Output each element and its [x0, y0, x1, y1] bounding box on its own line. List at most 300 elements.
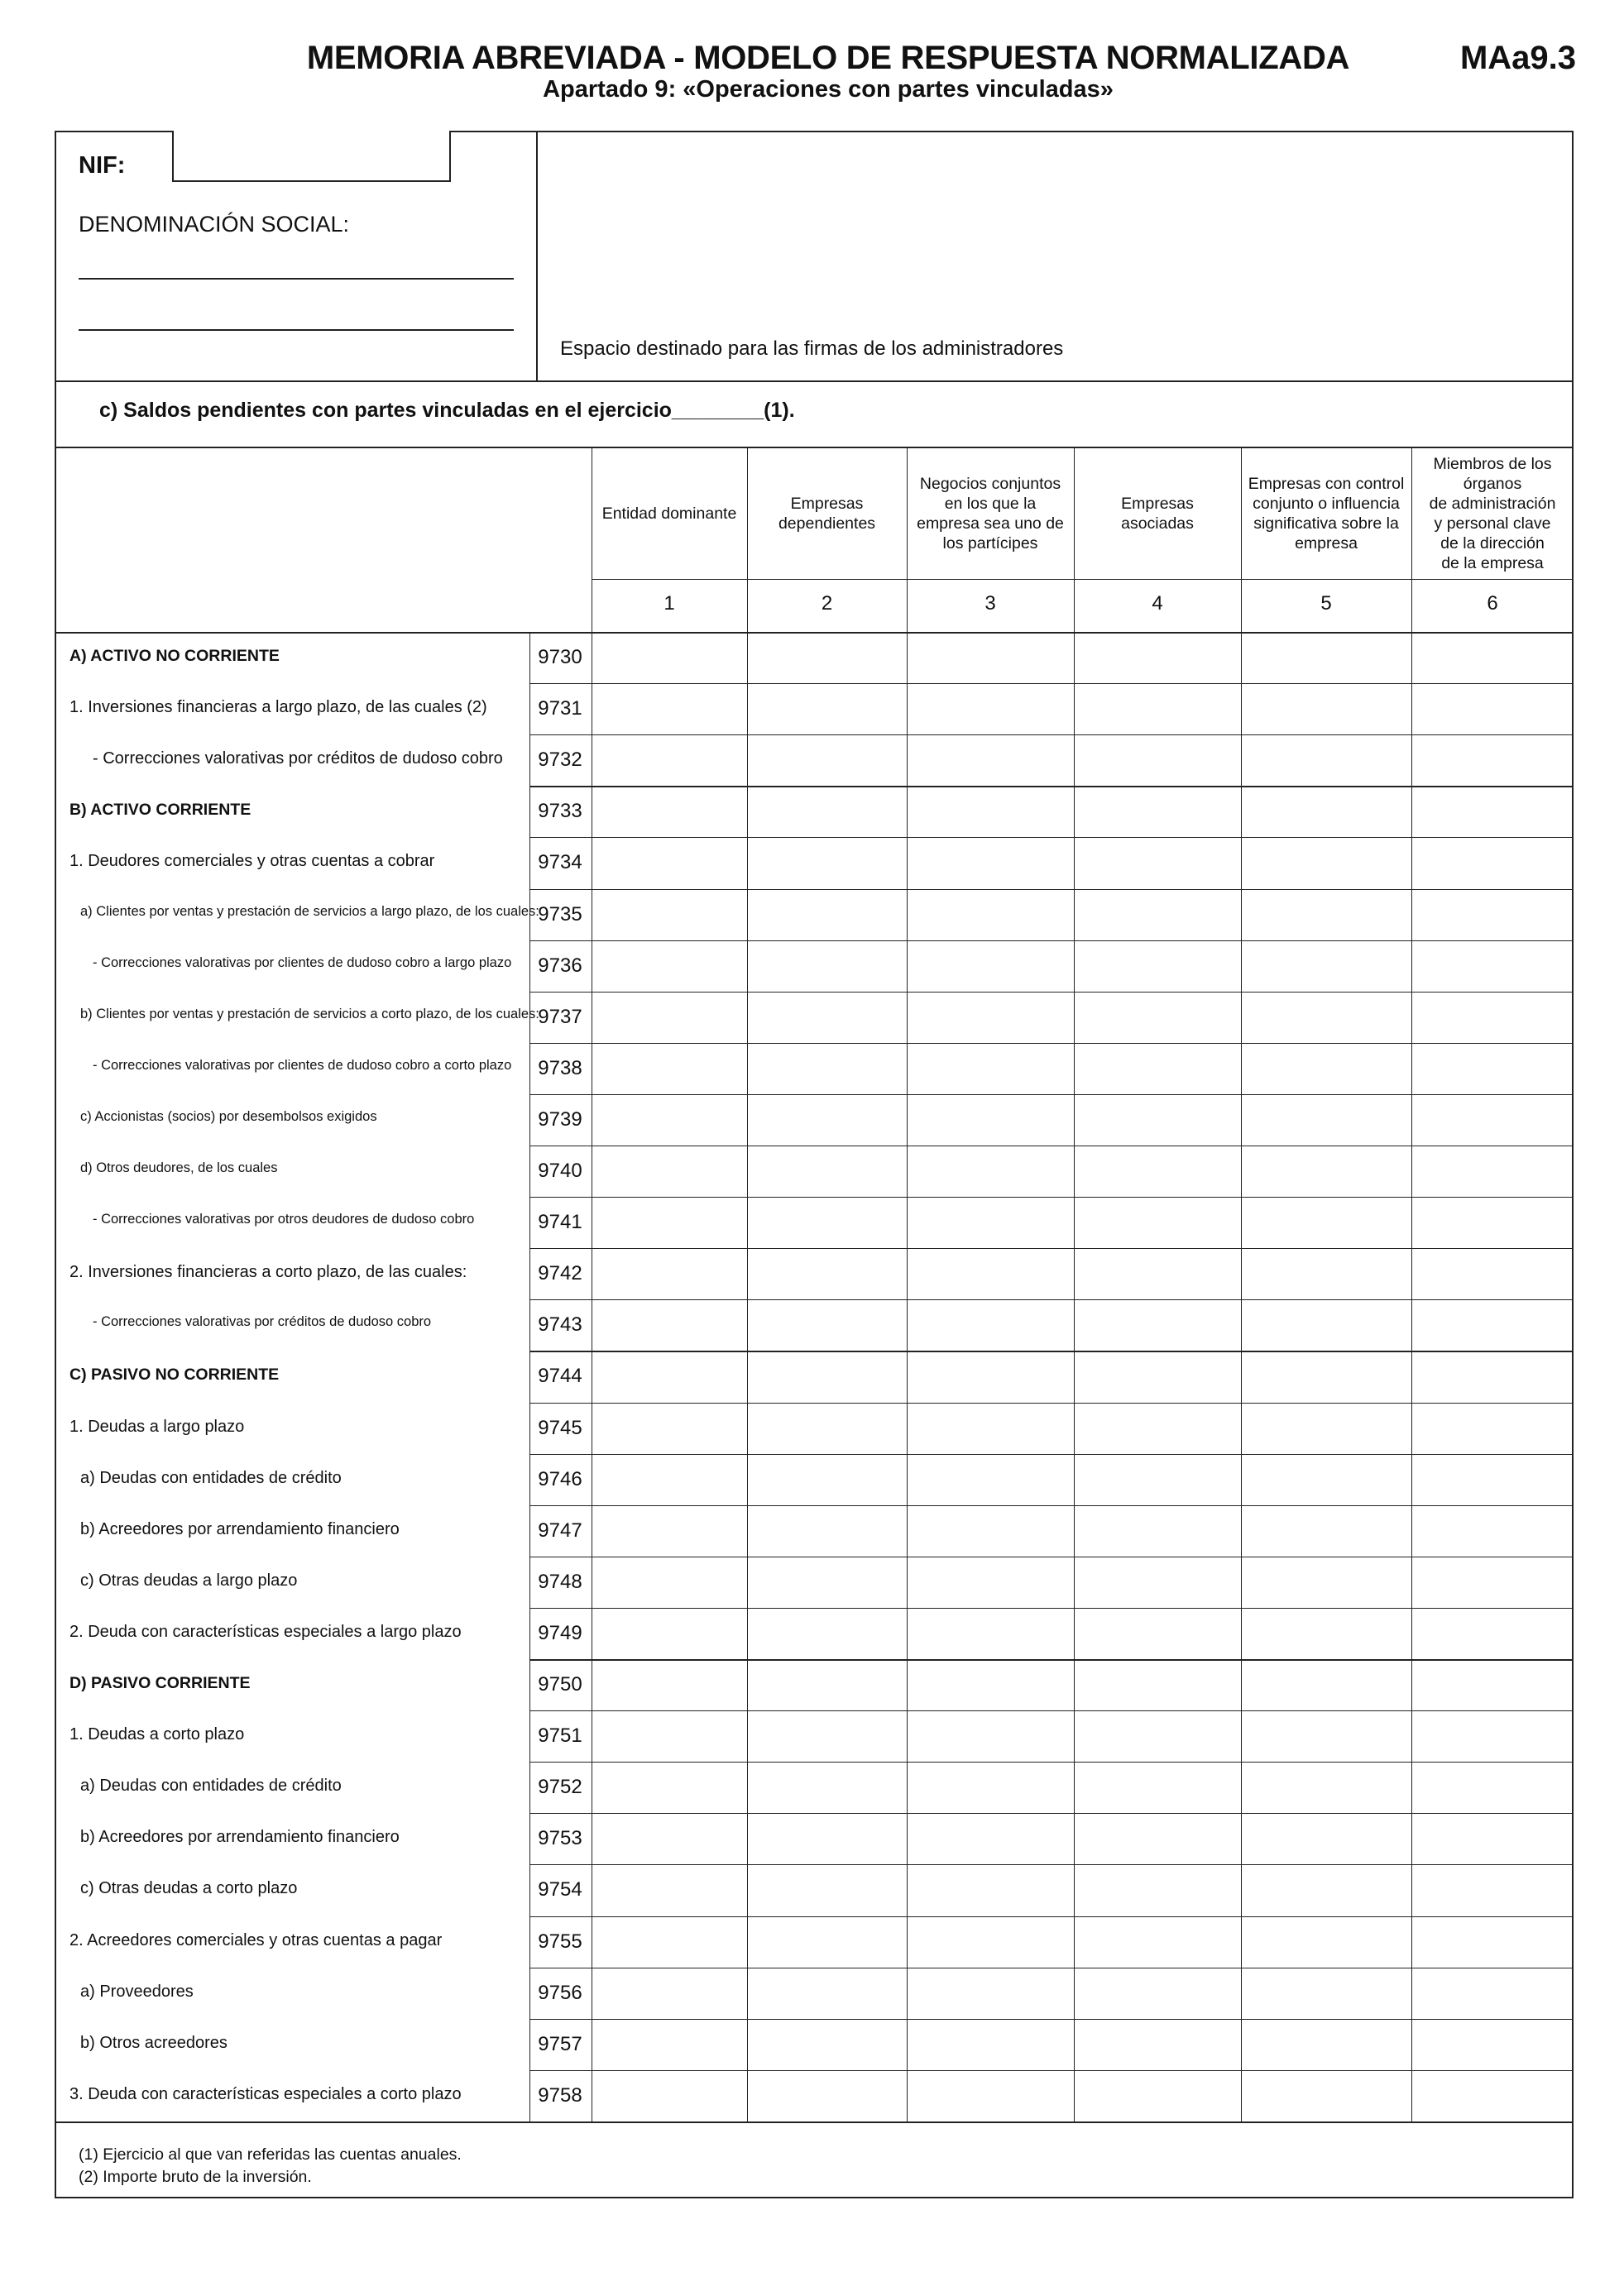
- row-code: 9746: [538, 1467, 582, 1490]
- value-cell-9732-col5[interactable]: [1243, 736, 1410, 784]
- value-cell-9755-col5[interactable]: [1243, 1918, 1410, 1966]
- value-cell-9753-col4[interactable]: [1075, 1815, 1239, 1863]
- value-cell-9742-col3[interactable]: [908, 1250, 1072, 1298]
- value-cell-9735-col4[interactable]: [1075, 891, 1239, 939]
- value-cell-9747-col3[interactable]: [908, 1507, 1072, 1555]
- row-code: 9743: [538, 1313, 582, 1337]
- row-label: 2. Inversiones financieras a corto plazo, de las cuales:: [69, 1263, 467, 1282]
- row-divider: [529, 1864, 1574, 1865]
- value-cell-9751-col3[interactable]: [908, 1712, 1072, 1760]
- row-divider: [529, 1505, 1574, 1506]
- value-cell-9738-col2[interactable]: [749, 1045, 905, 1093]
- column-divider: [747, 447, 748, 2121]
- value-cell-9732-col1[interactable]: [593, 736, 745, 784]
- divider-section-title: [55, 447, 1574, 448]
- column-header-2: [747, 450, 907, 577]
- divider-id-section: [55, 380, 1574, 382]
- section-c-title: c) Saldos pendientes con partes vinculadas en el ejercicio________(1).: [99, 399, 795, 422]
- row-label: d) Otros deudores, de los cuales: [80, 1160, 278, 1175]
- value-cell-9737-col2[interactable]: [749, 993, 905, 1041]
- value-cell-9751-col6[interactable]: [1413, 1712, 1572, 1760]
- value-cell-9738-col5[interactable]: [1243, 1045, 1410, 1093]
- value-cell-9755-col3[interactable]: [908, 1918, 1072, 1966]
- value-cell-9754-col6[interactable]: [1413, 1866, 1572, 1914]
- value-cell-9739-col2[interactable]: [749, 1096, 905, 1144]
- value-cell-9752-col4[interactable]: [1075, 1763, 1239, 1811]
- value-cell-9736-col5[interactable]: [1243, 942, 1410, 990]
- row-divider: [529, 1094, 1574, 1095]
- row-code: 9758: [538, 2083, 582, 2107]
- value-cell-9750-col2[interactable]: [749, 1661, 905, 1709]
- value-cell-9740-col1[interactable]: [593, 1147, 745, 1195]
- row-label: - Correcciones valorativas por créditos de dudoso cobro: [93, 749, 503, 768]
- value-cell-9730-col2[interactable]: [749, 634, 905, 682]
- row-code: 9731: [538, 697, 582, 720]
- value-cell-9739-col6[interactable]: [1413, 1096, 1572, 1144]
- row-code: 9751: [538, 1724, 582, 1748]
- header-number-divider: [592, 579, 1574, 580]
- value-cell-9742-col2[interactable]: [749, 1250, 905, 1298]
- row-divider: [529, 1197, 1574, 1198]
- column-divider: [1074, 447, 1075, 2121]
- value-cell-9743-col1[interactable]: [593, 1301, 745, 1349]
- value-cell-9738-col6[interactable]: [1413, 1045, 1572, 1093]
- value-cell-9748-col5[interactable]: [1243, 1558, 1410, 1606]
- value-cell-9748-col6[interactable]: [1413, 1558, 1572, 1606]
- value-cell-9733-col4[interactable]: [1075, 787, 1239, 835]
- value-cell-9733-col2[interactable]: [749, 787, 905, 835]
- value-cell-9750-col3[interactable]: [908, 1661, 1072, 1709]
- value-cell-9758-col1[interactable]: [593, 2072, 745, 2120]
- value-cell-9750-col4[interactable]: [1075, 1661, 1239, 1709]
- value-cell-9756-col3[interactable]: [908, 1969, 1072, 2017]
- value-cell-9754-col3[interactable]: [908, 1866, 1072, 1914]
- column-header-line: los partícipes: [942, 534, 1038, 552]
- value-cell-9756-col4[interactable]: [1075, 1969, 1239, 2017]
- value-cell-9744-col1[interactable]: [593, 1352, 745, 1400]
- value-cell-9746-col4[interactable]: [1075, 1456, 1239, 1504]
- row-label: - Correcciones valorativas por clientes de dudoso cobro a largo plazo: [93, 954, 512, 970]
- value-cell-9730-col4[interactable]: [1075, 634, 1239, 682]
- value-cell-9737-col6[interactable]: [1413, 993, 1572, 1041]
- column-header-line: Empresas con control: [1248, 475, 1405, 493]
- column-header-line: y personal clave: [1434, 514, 1551, 533]
- value-cell-9748-col1[interactable]: [593, 1558, 745, 1606]
- value-cell-9756-col2[interactable]: [749, 1969, 905, 2017]
- value-cell-9739-col1[interactable]: [593, 1096, 745, 1144]
- value-cell-9734-col1[interactable]: [593, 839, 745, 887]
- row-label: 2. Acreedores comerciales y otras cuentas a pagar: [69, 1930, 443, 1949]
- value-cell-9742-col5[interactable]: [1243, 1250, 1410, 1298]
- value-cell-9754-col5[interactable]: [1243, 1866, 1410, 1914]
- column-header-line: Entidad dominante: [601, 505, 737, 523]
- value-cell-9752-col2[interactable]: [749, 1763, 905, 1811]
- value-cell-9751-col4[interactable]: [1075, 1712, 1239, 1760]
- column-header-line: Empresas: [1121, 495, 1194, 513]
- value-cell-9755-col1[interactable]: [593, 1918, 745, 1966]
- value-cell-9735-col2[interactable]: [749, 891, 905, 939]
- row-divider: [529, 1454, 1574, 1455]
- value-cell-9756-col1[interactable]: [593, 1969, 745, 2017]
- value-cell-9749-col3[interactable]: [908, 1610, 1072, 1657]
- value-cell-9744-col4[interactable]: [1075, 1352, 1239, 1400]
- column-header-line: empresa: [1295, 534, 1358, 552]
- value-cell-9741-col1[interactable]: [593, 1198, 745, 1246]
- row-label: 1. Deudores comerciales y otras cuentas a cobrar: [69, 852, 435, 871]
- value-cell-9735-col3[interactable]: [908, 891, 1072, 939]
- id-divider: [536, 131, 538, 380]
- value-cell-9752-col3[interactable]: [908, 1763, 1072, 1811]
- value-cell-9732-col6[interactable]: [1413, 736, 1572, 784]
- value-cell-9758-col5[interactable]: [1243, 2072, 1410, 2120]
- value-cell-9750-col5[interactable]: [1243, 1661, 1410, 1709]
- row-code: 9736: [538, 954, 582, 977]
- denominacion-line-2[interactable]: [79, 329, 514, 331]
- value-cell-9753-col3[interactable]: [908, 1815, 1072, 1863]
- column-header-3: [907, 450, 1074, 577]
- form-title: MEMORIA ABREVIADA - MODELO DE RESPUESTA NORMALIZADA: [306, 40, 1350, 76]
- row-label: 1. Inversiones financieras a largo plazo, de las cuales (2): [69, 698, 487, 717]
- value-cell-9731-col1[interactable]: [593, 685, 745, 733]
- row-code: 9755: [538, 1930, 582, 1953]
- value-cell-9745-col5[interactable]: [1243, 1404, 1410, 1452]
- row-label: C) PASIVO NO CORRIENTE: [69, 1366, 280, 1385]
- value-cell-9747-col1[interactable]: [593, 1507, 745, 1555]
- value-cell-9757-col6[interactable]: [1413, 2021, 1572, 2069]
- value-cell-9730-col1[interactable]: [593, 634, 745, 682]
- value-cell-9743-col4[interactable]: [1075, 1301, 1239, 1349]
- value-cell-9743-col5[interactable]: [1243, 1301, 1410, 1349]
- row-code: 9749: [538, 1621, 582, 1644]
- row-code: 9753: [538, 1827, 582, 1850]
- row-code: 9750: [538, 1673, 582, 1696]
- row-code: 9744: [538, 1365, 582, 1388]
- row-divider: [529, 940, 1574, 941]
- row-divider: [529, 1043, 1574, 1044]
- row-label: D) PASIVO CORRIENTE: [69, 1674, 251, 1692]
- value-cell-9734-col2[interactable]: [749, 839, 905, 887]
- column-header-line: empresa sea uno de: [917, 514, 1064, 533]
- value-cell-9745-col2[interactable]: [749, 1404, 905, 1452]
- value-cell-9737-col1[interactable]: [593, 993, 745, 1041]
- row-label: b) Otros acreedores: [80, 2033, 228, 2052]
- value-cell-9754-col4[interactable]: [1075, 1866, 1239, 1914]
- value-cell-9750-col1[interactable]: [593, 1661, 745, 1709]
- row-label: 2. Deuda con características especiales a largo plazo: [69, 1622, 462, 1641]
- value-cell-9745-col4[interactable]: [1075, 1404, 1239, 1452]
- row-code: 9734: [538, 851, 582, 874]
- value-cell-9751-col5[interactable]: [1243, 1712, 1410, 1760]
- row-divider: [529, 1248, 1574, 1249]
- row-label: a) Deudas con entidades de crédito: [80, 1777, 342, 1796]
- value-cell-9753-col1[interactable]: [593, 1815, 745, 1863]
- row-code: 9732: [538, 749, 582, 772]
- value-cell-9743-col2[interactable]: [749, 1301, 905, 1349]
- value-cell-9756-col5[interactable]: [1243, 1969, 1410, 2017]
- value-cell-9747-col4[interactable]: [1075, 1507, 1239, 1555]
- row-label: a) Proveedores: [80, 1982, 194, 2001]
- value-cell-9736-col2[interactable]: [749, 942, 905, 990]
- value-cell-9732-col2[interactable]: [749, 736, 905, 784]
- column-header-line: asociadas: [1121, 514, 1194, 533]
- value-cell-9742-col6[interactable]: [1413, 1250, 1572, 1298]
- value-cell-9734-col5[interactable]: [1243, 839, 1410, 887]
- value-cell-9731-col6[interactable]: [1413, 685, 1572, 733]
- column-header-line: Empresas: [790, 495, 864, 513]
- value-cell-9756-col6[interactable]: [1413, 1969, 1572, 2017]
- nif-input-box[interactable]: [172, 131, 451, 182]
- column-header-6: [1411, 450, 1574, 577]
- value-cell-9742-col4[interactable]: [1075, 1250, 1239, 1298]
- column-number-6: 6: [1487, 592, 1498, 615]
- value-cell-9741-col3[interactable]: [908, 1198, 1072, 1246]
- value-cell-9735-col5[interactable]: [1243, 891, 1410, 939]
- value-cell-9758-col6[interactable]: [1413, 2072, 1572, 2120]
- value-cell-9738-col1[interactable]: [593, 1045, 745, 1093]
- value-cell-9732-col4[interactable]: [1075, 736, 1239, 784]
- row-divider: [529, 1608, 1574, 1609]
- footnote-1: (1) Ejercicio al que van referidas las cuentas anuales.: [79, 2145, 462, 2164]
- row-label: - Correcciones valorativas por clientes de dudoso cobro a corto plazo: [93, 1057, 512, 1073]
- value-cell-9737-col4[interactable]: [1075, 993, 1239, 1041]
- value-cell-9744-col5[interactable]: [1243, 1352, 1410, 1400]
- value-cell-9745-col3[interactable]: [908, 1404, 1072, 1452]
- value-cell-9744-col6[interactable]: [1413, 1352, 1572, 1400]
- value-cell-9739-col5[interactable]: [1243, 1096, 1410, 1144]
- value-cell-9731-col2[interactable]: [749, 685, 905, 733]
- column-header-line: de la empresa: [1441, 554, 1544, 572]
- row-code: 9752: [538, 1776, 582, 1799]
- row-label: 1. Deudas a corto plazo: [69, 1725, 245, 1744]
- row-label: b) Acreedores por arrendamiento financiero: [80, 1828, 400, 1847]
- form-code: MAa9.3: [1459, 40, 1576, 76]
- row-divider: [529, 1813, 1574, 1814]
- value-cell-9738-col3[interactable]: [908, 1045, 1072, 1093]
- value-cell-9739-col4[interactable]: [1075, 1096, 1239, 1144]
- value-cell-9747-col5[interactable]: [1243, 1507, 1410, 1555]
- value-cell-9730-col3[interactable]: [908, 634, 1072, 682]
- value-cell-9746-col5[interactable]: [1243, 1456, 1410, 1504]
- column-header-line: de administración: [1429, 495, 1556, 513]
- row-label: B) ACTIVO CORRIENTE: [69, 801, 252, 820]
- value-cell-9733-col1[interactable]: [593, 787, 745, 835]
- row-label: 3. Deuda con características especiales a corto plazo: [69, 2084, 462, 2103]
- value-cell-9751-col1[interactable]: [593, 1712, 745, 1760]
- column-number-3: 3: [984, 592, 996, 615]
- value-cell-9747-col6[interactable]: [1413, 1507, 1572, 1555]
- value-cell-9735-col6[interactable]: [1413, 891, 1572, 939]
- value-cell-9758-col3[interactable]: [908, 2072, 1072, 2120]
- value-cell-9749-col5[interactable]: [1243, 1610, 1410, 1657]
- value-cell-9757-col1[interactable]: [593, 2021, 745, 2069]
- column-header-1: [592, 450, 747, 577]
- value-cell-9746-col6[interactable]: [1413, 1456, 1572, 1504]
- row-code: 9739: [538, 1107, 582, 1131]
- row-code: 9756: [538, 1981, 582, 2004]
- value-cell-9740-col6[interactable]: [1413, 1147, 1572, 1195]
- row-label: 1. Deudas a largo plazo: [69, 1417, 245, 1436]
- value-cell-9736-col4[interactable]: [1075, 942, 1239, 990]
- footnote-2: (2) Importe bruto de la inversión.: [79, 2168, 312, 2186]
- value-cell-9734-col3[interactable]: [908, 839, 1072, 887]
- column-number-2: 2: [821, 592, 833, 615]
- value-cell-9746-col2[interactable]: [749, 1456, 905, 1504]
- column-header-line: Negocios conjuntos: [919, 475, 1061, 493]
- value-cell-9741-col5[interactable]: [1243, 1198, 1410, 1246]
- row-label: - Correcciones valorativas por otros deudores de dudoso cobro: [93, 1212, 475, 1227]
- row-divider: [529, 837, 1574, 838]
- row-divider: [529, 1916, 1574, 1917]
- value-cell-9745-col6[interactable]: [1413, 1404, 1572, 1452]
- value-cell-9753-col6[interactable]: [1413, 1815, 1572, 1863]
- value-cell-9755-col4[interactable]: [1075, 1918, 1239, 1966]
- column-header-line: dependientes: [778, 514, 876, 533]
- value-cell-9738-col4[interactable]: [1075, 1045, 1239, 1093]
- row-label: c) Accionistas (socios) por desembolsos exigidos: [80, 1108, 377, 1124]
- value-cell-9755-col2[interactable]: [749, 1918, 905, 1966]
- column-number-4: 4: [1152, 592, 1163, 615]
- value-cell-9746-col3[interactable]: [908, 1456, 1072, 1504]
- value-cell-9753-col5[interactable]: [1243, 1815, 1410, 1863]
- value-cell-9753-col2[interactable]: [749, 1815, 905, 1863]
- value-cell-9749-col4[interactable]: [1075, 1610, 1239, 1657]
- value-cell-9748-col3[interactable]: [908, 1558, 1072, 1606]
- row-label: c) Otras deudas a largo plazo: [80, 1571, 298, 1590]
- row-label: c) Otras deudas a corto plazo: [80, 1879, 298, 1898]
- value-cell-9752-col1[interactable]: [593, 1763, 745, 1811]
- value-cell-9734-col6[interactable]: [1413, 839, 1572, 887]
- value-cell-9754-col2[interactable]: [749, 1866, 905, 1914]
- row-label: a) Deudas con entidades de crédito: [80, 1468, 342, 1487]
- form-subtitle: Apartado 9: «Operaciones con partes vinculadas»: [543, 76, 1114, 103]
- signatures-area-label: Espacio destinado para las firmas de los administradores: [560, 337, 1064, 360]
- value-cell-9755-col6[interactable]: [1413, 1918, 1572, 1966]
- column-divider: [907, 447, 908, 2121]
- row-code: 9733: [538, 800, 582, 823]
- value-cell-9758-col4[interactable]: [1075, 2072, 1239, 2120]
- value-cell-9736-col1[interactable]: [593, 942, 745, 990]
- value-cell-9741-col2[interactable]: [749, 1198, 905, 1246]
- column-divider: [1241, 447, 1242, 2121]
- value-cell-9757-col5[interactable]: [1243, 2021, 1410, 2069]
- value-cell-9757-col4[interactable]: [1075, 2021, 1239, 2069]
- row-code: 9737: [538, 1005, 582, 1028]
- value-cell-9748-col4[interactable]: [1075, 1558, 1239, 1606]
- column-header-line: significativa sobre la: [1253, 514, 1399, 533]
- row-code: 9748: [538, 1570, 582, 1593]
- column-header-4: [1074, 450, 1241, 577]
- value-cell-9731-col3[interactable]: [908, 685, 1072, 733]
- denominacion-social-label: DENOMINACIÓN SOCIAL:: [79, 212, 350, 237]
- value-cell-9737-col5[interactable]: [1243, 993, 1410, 1041]
- value-cell-9744-col2[interactable]: [749, 1352, 905, 1400]
- column-header-line: Miembros de los: [1433, 455, 1552, 473]
- value-cell-9749-col1[interactable]: [593, 1610, 745, 1657]
- value-cell-9748-col2[interactable]: [749, 1558, 905, 1606]
- value-cell-9757-col3[interactable]: [908, 2021, 1072, 2069]
- row-label: b) Acreedores por arrendamiento financiero: [80, 1519, 400, 1538]
- row-divider: [529, 992, 1574, 993]
- value-cell-9737-col3[interactable]: [908, 993, 1072, 1041]
- row-divider: [529, 1299, 1574, 1300]
- value-cell-9736-col3[interactable]: [908, 942, 1072, 990]
- value-cell-9733-col6[interactable]: [1413, 787, 1572, 835]
- row-code: 9740: [538, 1160, 582, 1182]
- row-divider: [529, 2019, 1574, 2020]
- row-divider: [529, 734, 1574, 735]
- value-cell-9749-col6[interactable]: [1413, 1610, 1572, 1657]
- row-divider: [529, 1403, 1574, 1404]
- value-cell-9743-col3[interactable]: [908, 1301, 1072, 1349]
- column-header-line: conjunto o influencia: [1253, 495, 1400, 513]
- value-cell-9754-col1[interactable]: [593, 1866, 745, 1914]
- value-cell-9747-col2[interactable]: [749, 1507, 905, 1555]
- value-cell-9732-col3[interactable]: [908, 736, 1072, 784]
- value-cell-9751-col2[interactable]: [749, 1712, 905, 1760]
- value-cell-9752-col5[interactable]: [1243, 1763, 1410, 1811]
- row-divider: [529, 2070, 1574, 2071]
- value-cell-9743-col6[interactable]: [1413, 1301, 1572, 1349]
- value-cell-9735-col1[interactable]: [593, 891, 745, 939]
- value-cell-9734-col4[interactable]: [1075, 839, 1239, 887]
- value-cell-9731-col4[interactable]: [1075, 685, 1239, 733]
- row-code: 9745: [538, 1416, 582, 1439]
- row-code: 9730: [538, 646, 582, 668]
- value-cell-9731-col5[interactable]: [1243, 685, 1410, 733]
- value-cell-9740-col2[interactable]: [749, 1147, 905, 1195]
- value-cell-9741-col4[interactable]: [1075, 1198, 1239, 1246]
- column-header-line: de la dirección: [1440, 534, 1545, 552]
- column-header-5: [1241, 450, 1411, 577]
- row-label: a) Clientes por ventas y prestación de servicios a largo plazo, de los cuales:: [80, 903, 539, 919]
- denominacion-line-1[interactable]: [79, 278, 514, 280]
- value-cell-9730-col5[interactable]: [1243, 634, 1410, 682]
- value-cell-9740-col5[interactable]: [1243, 1147, 1410, 1195]
- value-cell-9742-col1[interactable]: [593, 1250, 745, 1298]
- value-cell-9745-col1[interactable]: [593, 1404, 745, 1452]
- value-cell-9739-col3[interactable]: [908, 1096, 1072, 1144]
- row-code: 9757: [538, 2032, 582, 2055]
- value-cell-9752-col6[interactable]: [1413, 1763, 1572, 1811]
- row-label: - Correcciones valorativas por créditos de dudoso cobro: [93, 1314, 432, 1330]
- column-number-5: 5: [1320, 592, 1332, 615]
- row-label: A) ACTIVO NO CORRIENTE: [69, 647, 280, 665]
- value-cell-9750-col6[interactable]: [1413, 1661, 1572, 1709]
- value-cell-9757-col2[interactable]: [749, 2021, 905, 2069]
- value-cell-9730-col6[interactable]: [1413, 634, 1572, 682]
- column-header-line: en los que la: [944, 495, 1037, 513]
- value-cell-9746-col1[interactable]: [593, 1456, 745, 1504]
- value-cell-9741-col6[interactable]: [1413, 1198, 1572, 1246]
- row-code: 9754: [538, 1878, 582, 1901]
- value-cell-9744-col3[interactable]: [908, 1352, 1072, 1400]
- value-cell-9733-col5[interactable]: [1243, 787, 1410, 835]
- value-cell-9758-col2[interactable]: [749, 2072, 905, 2120]
- value-cell-9740-col4[interactable]: [1075, 1147, 1239, 1195]
- value-cell-9749-col2[interactable]: [749, 1610, 905, 1657]
- row-code: 9735: [538, 902, 582, 926]
- row-divider: [55, 2121, 1574, 2123]
- value-cell-9740-col3[interactable]: [908, 1147, 1072, 1195]
- row-code: 9741: [538, 1211, 582, 1234]
- value-cell-9733-col3[interactable]: [908, 787, 1072, 835]
- column-header-line: órganos: [1463, 475, 1522, 493]
- value-cell-9736-col6[interactable]: [1413, 942, 1572, 990]
- column-divider: [1411, 447, 1412, 2121]
- row-divider: [529, 683, 1574, 684]
- row-label: b) Clientes por ventas y prestación de servicios a corto plazo, de los cuales:: [80, 1006, 539, 1021]
- row-divider: [529, 1710, 1574, 1711]
